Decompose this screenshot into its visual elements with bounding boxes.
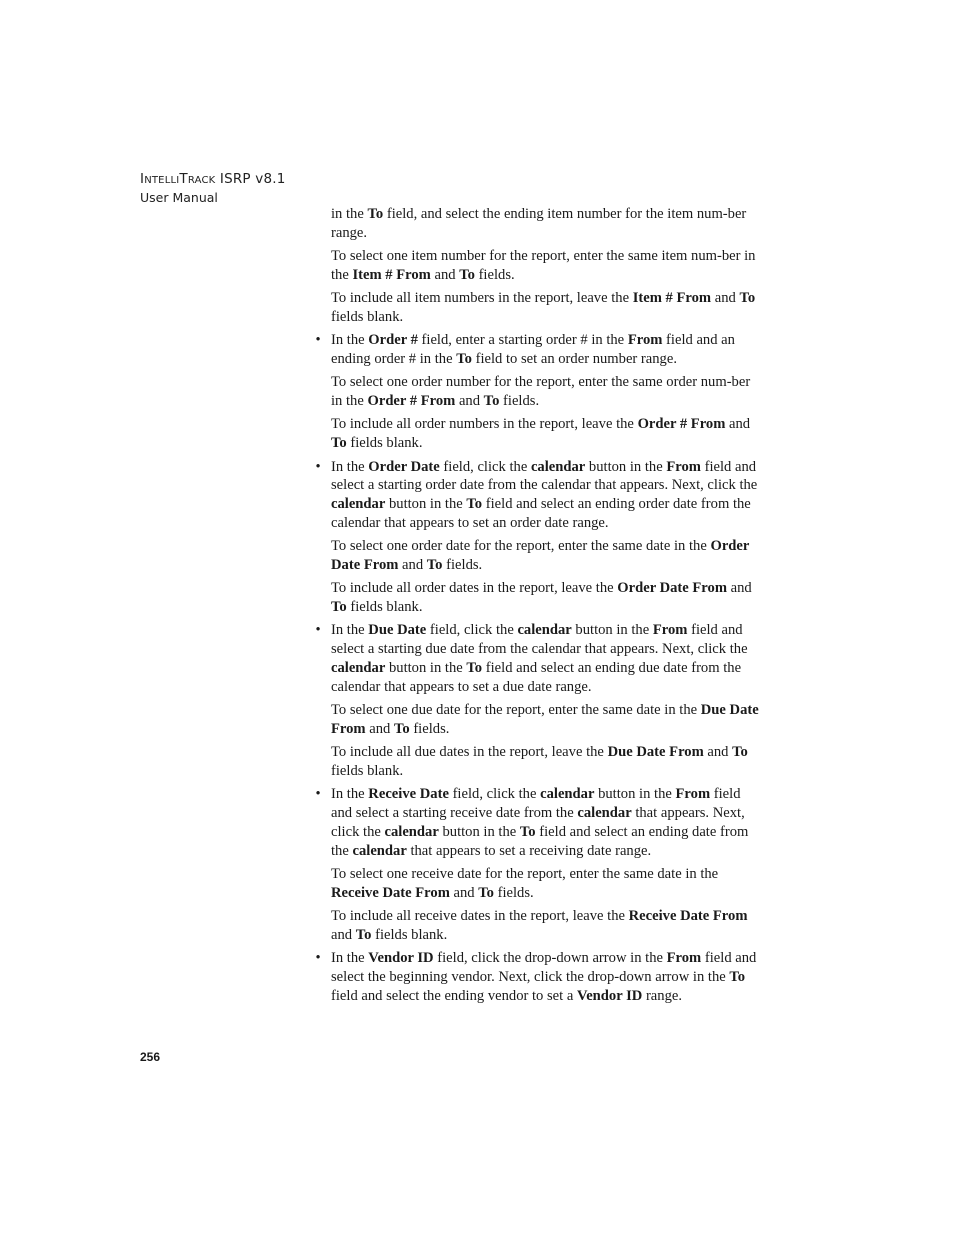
paragraph: To select one item number for the report, enter the same item num-ber in the Item # From and To fields. (331, 248, 756, 283)
bullet-icon: • (315, 950, 321, 967)
list-item: • In the Receive Date field, click the calendar button in the From field and select a starting receive date from the calendar that appears. Next, click the calendar button in the To field and select an ending date from the calendar that appears to set a receiving date range. (331, 785, 762, 860)
bullet-icon: • (315, 458, 321, 475)
paragraph: To include all order numbers in the report, leave the Order # From and To fields blank. (331, 416, 751, 452)
paragraph: To select one order number for the report, enter the same order num-ber in the Order # From and To fields. (331, 374, 751, 410)
paragraph: To select one order date for the report, enter the same date in the Order Date From and To fields. (331, 538, 750, 574)
list-item: • In the Vendor ID field, click the drop-down arrow in the From field and select the beginning vendor. Next, click the drop-down arrow in the To field and select the ending vendor to set a Vendor ID range. (331, 949, 762, 1005)
paragraph: To select one receive date for the report, enter the same date in the Receive Date From and To fields. (331, 866, 719, 901)
paragraph: To include all receive dates in the report, leave the Receive Date From and To fields blank. (331, 908, 748, 943)
title-part: ISRP v8.1 (215, 171, 286, 187)
bullet-icon: • (315, 332, 321, 349)
paragraph: To include all due dates in the report, leave the Due Date From and To fields blank. (331, 744, 748, 780)
page-number: 256 (140, 1050, 161, 1064)
paragraph: To include all item numbers in the report, leave the Item # From and To fields blank. (331, 290, 756, 325)
manual-title (140, 170, 286, 190)
list-item: • In the Order # field, enter a starting order # in the From field and an ending order # in the To field to set an order number range. (331, 331, 762, 369)
title-part: RACK (187, 175, 216, 186)
list-item: • In the Order Date field, click the calendar button in the From field and select a starting order date from the calendar that appears. Next, click the calendar button in the To field and select an ending order date from the calendar that appears to set an order date range. (331, 458, 762, 533)
title-part: NTELLI (144, 175, 180, 186)
paragraph: in the To field, and select the ending item number for the item num-ber range. (331, 206, 747, 241)
bullet-icon: • (315, 622, 321, 639)
running-header (140, 170, 286, 206)
list-item: • In the Due Date field, click the calendar button in the From field and select a starting due date from the calendar that appears. Next, click the calendar button in the To field and select an ending due date from the calendar that appears to set a due date range. (331, 621, 762, 696)
bullet-icon: • (315, 786, 321, 803)
page-body (312, 205, 762, 1010)
title-part: I (140, 171, 145, 187)
paragraph: To select one due date for the report, enter the same date in the Due Date From and To fields. (331, 702, 759, 737)
paragraph: To include all order dates in the report, leave the Order Date From and To fields blank. (331, 580, 752, 616)
title-part: T (179, 171, 188, 187)
manual-subtitle: User Manual (140, 190, 218, 205)
